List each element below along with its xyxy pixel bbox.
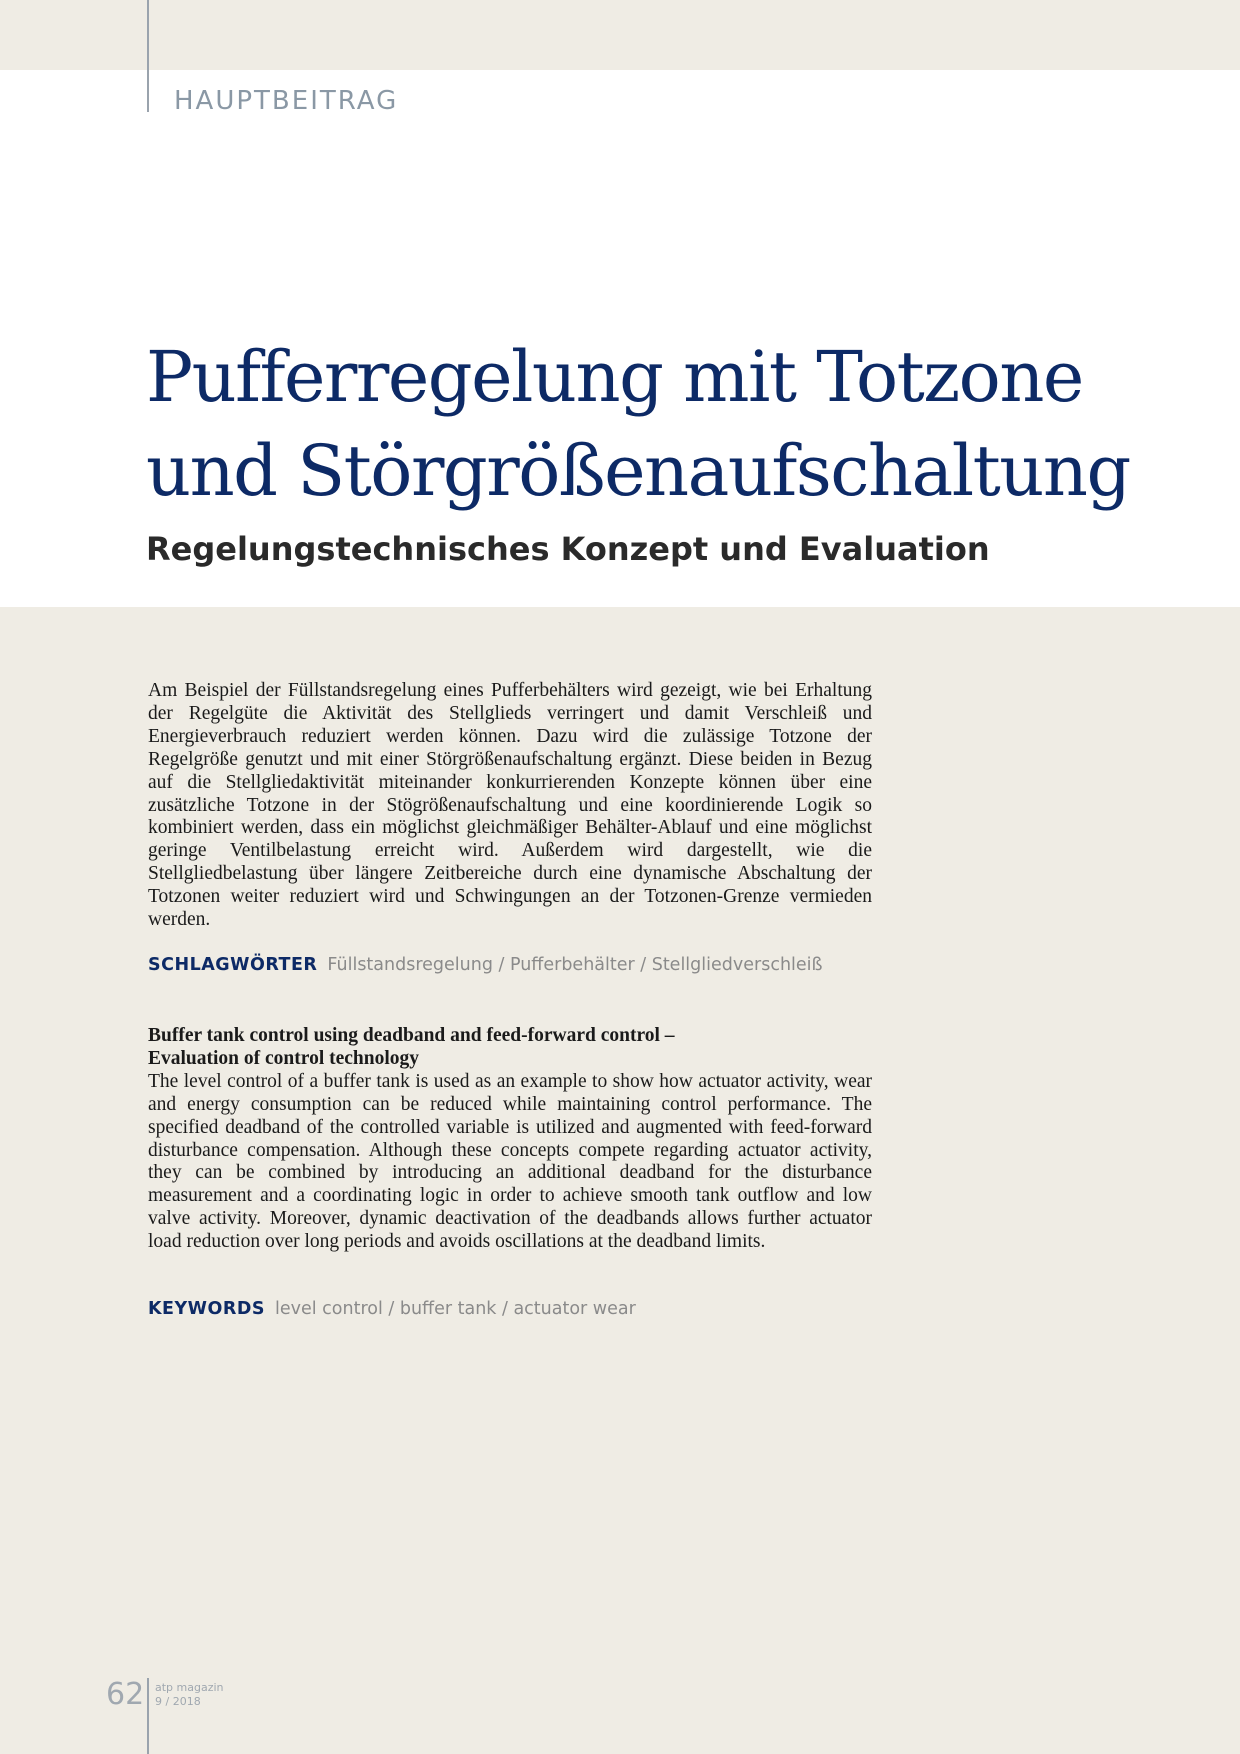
article-title [146, 330, 1206, 518]
keywords-german [148, 955, 823, 975]
abstract-english [148, 1025, 872, 1254]
footer-rule [147, 1678, 149, 1754]
page-number: 62 [106, 1677, 145, 1712]
abstract-german: Am Beispiel der Füllstandsregelung eines Pufferbehälters wird gezeigt, wie bei Erhaltung der Regelgüte die Aktivität des Stellglieds verringert und damit Verschleiß und Energieverbrauch reduziert werden können. Dazu wird die zulässige Totzone der Regelgröße genutzt und mit einer Störgrößenaufschaltung ergänzt. Diese beiden in Bezug auf die Stellgliedaktivität miteinander konkurrierenden Konzepte können über eine zusätzliche Totzone in der Stögrößenaufschaltung und eine koordinierende Logik so kombiniert werden, dass ein möglichst gleichmäßiger Behälter-Ablauf und eine möglichst geringe Ventilbelastung erreicht wird. Außerdem wird dargestellt, wie die Stellgliedbelastung über längere Zeitbereiche durch eine dynamische Abschaltung der Totzonen weiter reduziert wird und Schwingungen an der Totzonen-Grenze vermieden werden. [148, 680, 872, 931]
header-rule [147, 0, 149, 112]
keywords-german-list: Füllstandsregelung / Pufferbehälter / Stellgliedverschleiß [327, 955, 823, 975]
abstract-english-text: The level control of a buffer tank is used as an example to show how actuator activity, wear and energy consumption can be reduced while maintaining control performance. The specified deadband of the controlled variable is utilized and augmented with feed-forward disturbance compensation. Although these concepts compete regarding actuator activity, they can be combined by introducing an additional deadband for the disturbance measurement and a coordinating logic in order to achieve smooth tank outflow and low valve activity. Moreover, dynamic deactivation of the deadbands allows further actuator load reduction over long periods and avoids oscillations at the deadband limits. [148, 1070, 872, 1253]
journal-name: atp magazin [155, 1681, 224, 1694]
journal-info [155, 1681, 224, 1709]
keywords-english-list: level control / buffer tank / actuator wear [274, 1299, 636, 1319]
article-title-line-1: Pufferregelung mit Totzone [146, 336, 1083, 418]
keywords-english-label: KEYWORDS [148, 1299, 265, 1319]
article-title-line-2: und Störgrößenaufschaltung [146, 430, 1130, 512]
journal-issue: 9 / 2018 [155, 1695, 201, 1708]
abstract-english-heading-line-2: Evaluation of control technology [148, 1047, 420, 1069]
keywords-english [148, 1299, 636, 1319]
section-label: HAUPTBEITRAG [174, 86, 399, 116]
top-band [0, 0, 1240, 70]
article-subtitle: Regelungstechnisches Konzept und Evaluation [146, 530, 990, 568]
keywords-german-label: SCHLAGWÖRTER [148, 955, 318, 975]
abstract-english-heading-line-1: Buffer tank control using deadband and feed-forward control – [148, 1025, 675, 1046]
